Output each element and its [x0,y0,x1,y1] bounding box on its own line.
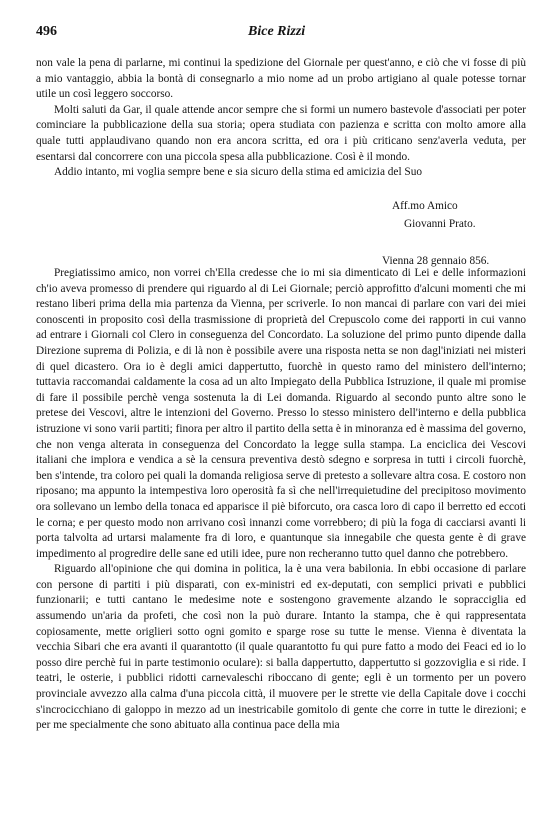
body-paragraph: non vale la pena di parlarne, mi continui la spedizione del Giornale per quest'anno, e ciò che vi fosse di più a mio vantaggio, abbia la bontà di consegnarlo a mio nome ad un probo artigiano al quale potesse tornar utile un così leggero soccorso. [36,57,526,101]
page-number: 496 [36,24,57,39]
letter-dateline: Vienna 28 gennaio 856. [382,255,490,267]
letter-body [36,266,526,734]
letter-continuation [36,56,526,181]
body-paragraph: Pregiatissimo amico, non vorrei ch'Ella credesse che io mi sia dimenticato di Lei e delle informazioni ch'io aveva promesso di prendere qui riguardo al di Lei Giornale; perciò approfitto d'alcuni momenti che mi restano liberi prima della mia partenza da Vienna, per scriverle. Io non mancai di parlare con vari dei miei conoscenti in proposito così della trasmissione di proprietà del Crepuscolo come dei rapporti in cui vanno ad entrare i Giornali col Clero in conseguenza del Concordato. La soluzione del primo punto dipende dalla Direzione suprema di Polizia, e di là non è possibile avere una risposta netta se non dagl'iniziati nei misteri di quel dicastero. Ora io è degli amici dappertutto, fuorchè in questo ramo del ministero dell'interno; tuttavia raccomandai caldamente la cosa ad un alto Impiegato della Pubblica Istruzione, il quale mi promise di fare il possibile perchè venga sostenuta la di Lei domanda. Riguardo al secondo punto altre sono le pretese dei Vescovi, altre le intenzioni del Governo. Presso lo stesso ministero dell'interno e della pubblica istruzione vi sono varii partiti; finora per altro il partito della setta è in minoranza ed è massima del governo, che non venga alterata in conseguenza del Concordato la legge sulla stampa. La enciclica dei Vescovi italiani che implora e vendica a sè la censura preventiva destò sdegno e sorpresa in tutti i circoli fuorchè, ben s'intende, tra coloro pei quali la domanda religiosa serve di pretesto a sollevare altra cosa. E costoro non riposano; ma appunto la intempestiva loro operosità fa sì che nell'irrequietudine del precipitoso movimento ora sollevano un lembo della tonaca ed apparisce il piè biforcuto, ora casca loro di capo il berretto ed eccoti le corna; e per questo modo non arrivano così innanzi come vorrebbero; di più la foga di cacciarsi avanti li porta talvolta ad urtarsi malamente fra di loro, e quantunque sia innegabile che questa gente è di grave impedimento al progredire delle sane ed utili idee, pure non recheranno tutto quel danno che potrebbero. [36,267,527,560]
body-paragraph: Molti saluti da Gar, il quale attende ancor sempre che si formi un numero bastevole d'associati per poter cominciare la pubblicazione della sua storia; opera studiata con pazienza e scritta con molto amore alla quale tutti applaudivano quando non era ancora scritta, ed ora i più criticano senz'averla veduta, per esentarsi dal concorrere con una piccola spesa alla pubblicazione. Così è il mondo. [36,103,526,163]
signature-closing: Aff.mo Amico [392,200,458,212]
body-paragraph: Addio intanto, mi voglia sempre bene e sia sicuro della stima ed amicizia del Suo [54,166,422,179]
letter-signature [392,197,522,233]
running-title: Bice Rizzi [248,24,306,39]
body-paragraph: Riguardo all'opinione che qui domina in politica, la è una vera babilonia. In ebbi occasione di parlare con persone di partiti i più disparati, con ex-ministri ed ex-deputati, con semplici privati e pubblici funzionarii; e tutti cantano le medesime note e sostengono gravemente alzando le sopracciglia ed assumendo un'aria da profeti, che così non la può durare. Intanto la stampa, che è qui rappresentata copiosamente, mette origlieri sotto ogni gomito e sparge rose su tutte le mense. Vienna è diventata la vecchia Sibari che era avanti il quarantotto (il quale quarantotto fu qui pure fatto a modo dei Feaci ed io lo posso dire perchè fui in parte testimonio oculare): si balla dappertutto, dappertutto si gozzoviglia e si ride. I teatri, le osterie, i pubblici ridotti carnevaleschi riboccano di gente; egli è un tormento per un povero provinciale avvezzo alla calma d'una piccola città, il muovere per le strette vie della Capitale dove i cocchi s'incrocicchiano di galoppo in mezzo ad un inestricabile gomitolo di gente che corre in tutte le direzioni; e per me specialmente che sono abituato alla continua pace della mia [36,563,526,732]
signature-name: Giovanni Prato. [404,218,476,230]
page-header [36,24,526,40]
